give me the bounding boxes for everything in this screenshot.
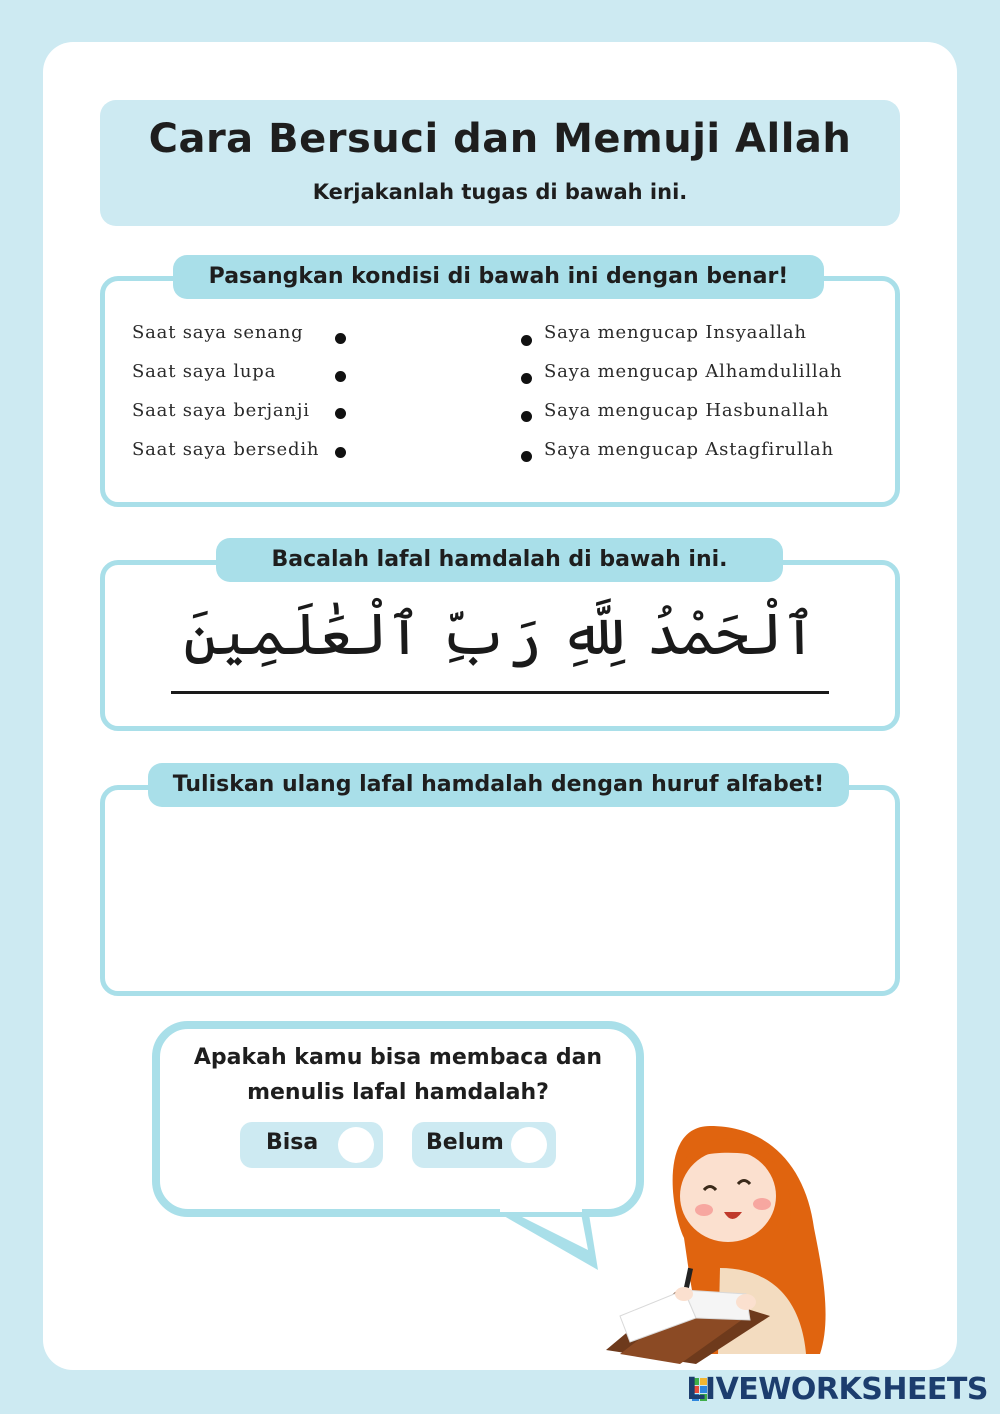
match-left-dot[interactable]: [335, 408, 346, 419]
option-bisa[interactable]: [240, 1122, 383, 1168]
question-line-2: menulis lafal hamdalah?: [247, 1080, 549, 1105]
match-left-item: Saat saya berjanji: [132, 400, 310, 421]
match-left-dot[interactable]: [335, 447, 346, 458]
match-right-dot[interactable]: [521, 411, 532, 422]
match-left-dot[interactable]: [335, 371, 346, 382]
self-check-question: [152, 1040, 644, 1110]
match-right-item: Saya mengucap Insyaallah: [544, 322, 807, 343]
option-belum-label: Belum: [426, 1130, 504, 1155]
page-subtitle: Kerjakanlah tugas di bawah ini.: [312, 180, 688, 204]
match-right-dot[interactable]: [521, 451, 532, 462]
option-belum-radio[interactable]: [511, 1127, 547, 1163]
matching-label: Pasangkan kondisi di bawah ini dengan benar!: [173, 255, 824, 299]
match-left-item: Saat saya bersedih: [132, 439, 320, 460]
option-bisa-radio[interactable]: [338, 1127, 374, 1163]
reading-label: Bacalah lafal hamdalah di bawah ini.: [216, 538, 783, 582]
match-left-item: Saat saya senang: [132, 322, 304, 343]
match-right-item: Saya mengucap Astagfirullah: [544, 439, 834, 460]
match-right-item: Saya mengucap Hasbunallah: [544, 400, 830, 421]
option-belum[interactable]: [412, 1122, 556, 1168]
writing-label: Tuliskan ulang lafal hamdalah dengan huruf alfabet!: [148, 763, 849, 807]
matching-panel: [100, 276, 900, 507]
hamdalah-arabic-text: ٱلْحَمْدُ لِلَّهِ رَبِّ ٱلْعَٰلَمِينَ: [183, 600, 817, 668]
match-right-dot[interactable]: [521, 335, 532, 346]
bubble-tail-cover: [470, 1190, 620, 1230]
underline-divider: [171, 691, 829, 694]
page-title: Cara Bersuci dan Memuji Allah: [148, 116, 852, 162]
question-line-1: Apakah kamu bisa membaca dan: [193, 1045, 603, 1070]
match-right-dot[interactable]: [521, 373, 532, 384]
girl-reading-illustration-icon: [600, 1118, 840, 1364]
match-left-dot[interactable]: [335, 333, 346, 344]
writing-answer-area[interactable]: [120, 820, 880, 980]
match-left-item: Saat saya lupa: [132, 361, 277, 382]
liveworksheets-brand: LIVEWORKSHEETS: [686, 1372, 988, 1407]
header-box: [100, 100, 900, 226]
match-right-item: Saya mengucap Alhamdulillah: [544, 361, 843, 382]
option-bisa-label: Bisa: [266, 1130, 319, 1155]
